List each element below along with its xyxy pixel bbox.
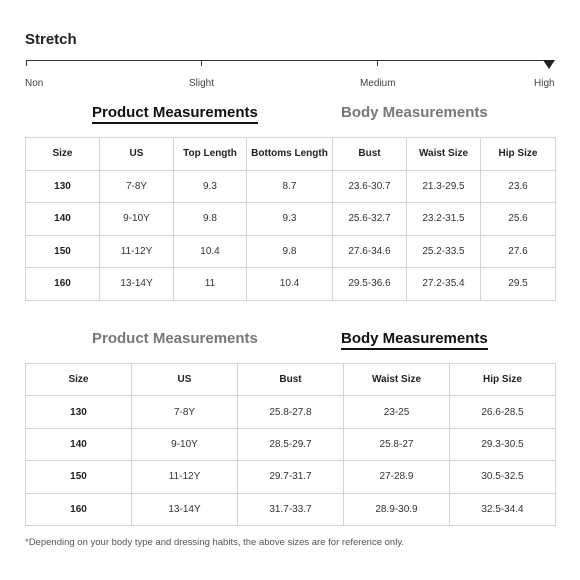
table-cell: 23.6 (481, 170, 556, 203)
column-header: Waist Size (344, 364, 450, 396)
table-cell: 9.8 (174, 203, 247, 236)
table-cell: 23.6-30.7 (333, 170, 407, 203)
column-header: Bottoms Length (247, 138, 333, 171)
table-cell: 27-28.9 (344, 461, 450, 493)
stretch-tick-medium (377, 60, 378, 66)
table-cell: 9-10Y (100, 203, 174, 236)
table-cell: 29.7-31.7 (238, 461, 344, 493)
size-cell: 160 (26, 268, 100, 301)
table-row (26, 268, 556, 301)
table-cell: 27.6 (481, 235, 556, 268)
stretch-label-medium: Medium (360, 78, 396, 89)
table-cell: 28.5-29.7 (238, 428, 344, 460)
table-cell: 13-14Y (100, 268, 174, 301)
table-cell: 8.7 (247, 170, 333, 203)
table-row (26, 461, 556, 493)
column-header: Size (26, 138, 100, 171)
table-cell: 25.2-33.5 (407, 235, 481, 268)
tab-product-measurements-1[interactable]: Product Measurements (92, 104, 258, 124)
table-cell: 9.3 (174, 170, 247, 203)
tab-body-measurements-2[interactable]: Body Measurements (341, 330, 488, 350)
product-measurements-table (25, 137, 556, 301)
body-measurements-table (25, 363, 556, 526)
table-cell: 11-12Y (132, 461, 238, 493)
table-cell: 11-12Y (100, 235, 174, 268)
column-header: Hip Size (450, 364, 556, 396)
table-cell: 29.5-36.6 (333, 268, 407, 301)
table-header-row (26, 138, 556, 171)
table-cell: 13-14Y (132, 493, 238, 525)
footnote: *Depending on your body type and dressing habits, the above sizes are for reference only. (25, 537, 405, 548)
table-cell: 26.6-28.5 (450, 396, 556, 428)
table-cell: 29.5 (481, 268, 556, 301)
size-cell: 140 (26, 203, 100, 236)
table-row (26, 396, 556, 428)
table-cell: 23.2-31.5 (407, 203, 481, 236)
table-row (26, 428, 556, 460)
table-header-row (26, 364, 556, 396)
table-row (26, 203, 556, 236)
table-cell: 25.8-27.8 (238, 396, 344, 428)
stretch-label-slight: Slight (189, 78, 215, 89)
table-cell: 9-10Y (132, 428, 238, 460)
table-cell: 25.6-32.7 (333, 203, 407, 236)
size-cell: 150 (26, 461, 132, 493)
table-cell: 9.3 (247, 203, 333, 236)
table-cell: 29.3-30.5 (450, 428, 556, 460)
table-cell: 11 (174, 268, 247, 301)
column-header: Top Length (174, 138, 247, 171)
table-cell: 7-8Y (132, 396, 238, 428)
table-cell: 23-25 (344, 396, 450, 428)
column-header: Bust (333, 138, 407, 171)
tab-body-measurements-1[interactable]: Body Measurements (341, 104, 488, 121)
stretch-label-non: Non (25, 78, 44, 89)
stretch-title: Stretch (25, 31, 77, 48)
table-cell: 30.5-32.5 (450, 461, 556, 493)
size-cell: 150 (26, 235, 100, 268)
table-cell: 7-8Y (100, 170, 174, 203)
table-cell: 27.6-34.6 (333, 235, 407, 268)
table-cell: 21.3-29.5 (407, 170, 481, 203)
column-header: US (132, 364, 238, 396)
stretch-selected-marker-icon (543, 60, 555, 69)
table-cell: 25.6 (481, 203, 556, 236)
stretch-tick-non (26, 60, 27, 66)
size-cell: 130 (26, 170, 100, 203)
stretch-scale-line (26, 60, 549, 61)
size-cell: 140 (26, 428, 132, 460)
table-row (26, 170, 556, 203)
table-cell: 9.8 (247, 235, 333, 268)
size-cell: 160 (26, 493, 132, 525)
column-header: Hip Size (481, 138, 556, 171)
table-cell: 25.8-27 (344, 428, 450, 460)
table-cell: 31.7-33.7 (238, 493, 344, 525)
table-row (26, 235, 556, 268)
table-cell: 28.9-30.9 (344, 493, 450, 525)
table-cell: 32.5-34.4 (450, 493, 556, 525)
table-row (26, 493, 556, 525)
column-header: Waist Size (407, 138, 481, 171)
column-header: Size (26, 364, 132, 396)
stretch-label-high: High (534, 78, 555, 89)
table-cell: 27.2-35.4 (407, 268, 481, 301)
size-cell: 130 (26, 396, 132, 428)
tab-product-measurements-2[interactable]: Product Measurements (92, 330, 258, 347)
table-cell: 10.4 (247, 268, 333, 301)
stretch-tick-slight (201, 60, 202, 66)
table-cell: 10.4 (174, 235, 247, 268)
column-header: US (100, 138, 174, 171)
column-header: Bust (238, 364, 344, 396)
